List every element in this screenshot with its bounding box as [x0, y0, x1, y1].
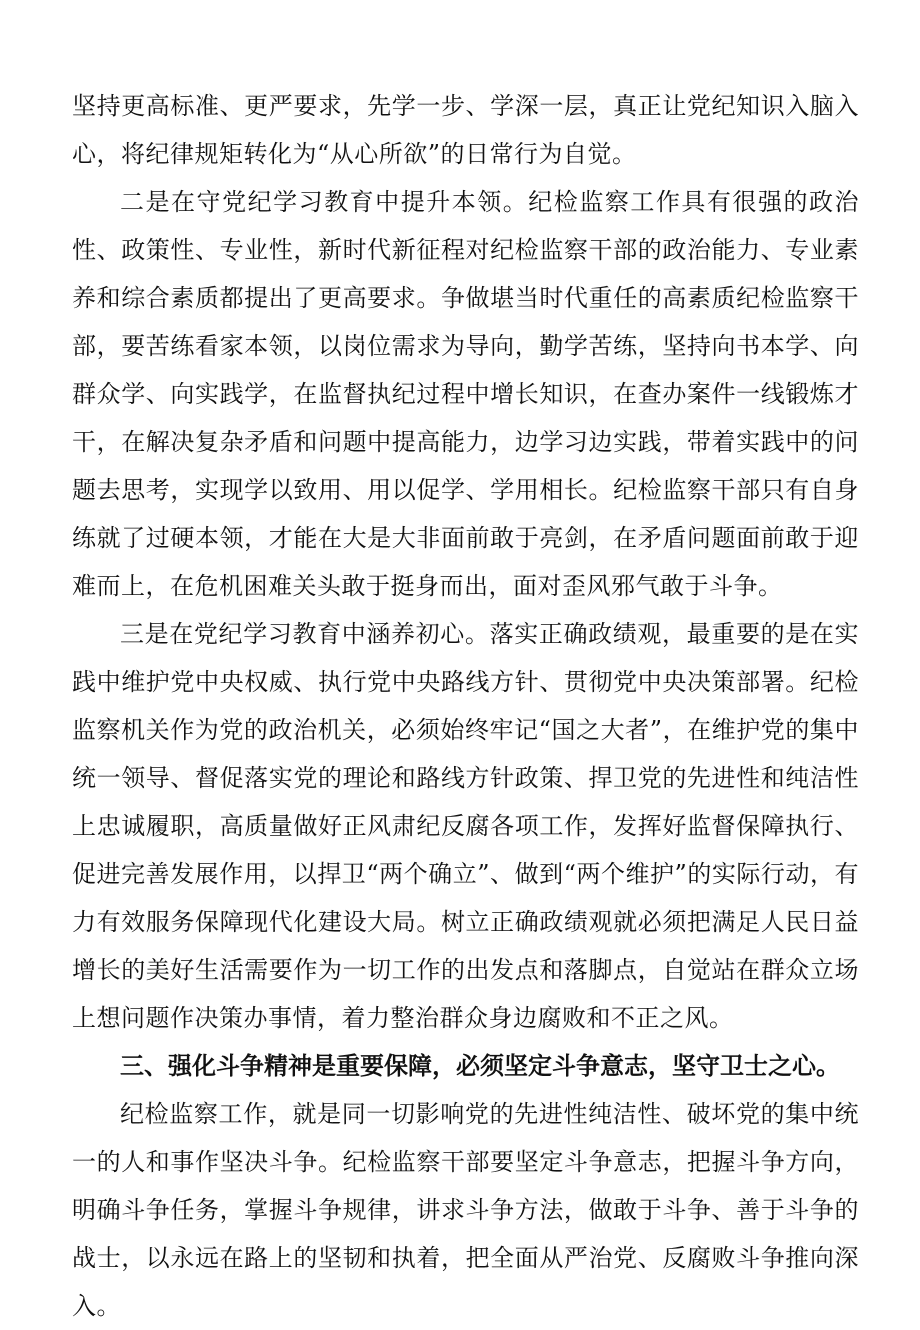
- paragraph-improve-skills: 二是在守党纪学习教育中提升本领。纪检监察工作具有很强的政治性、政策性、专业性，新时代新征程对纪检监察干部的政治能力、专业素养和综合素质都提出了更高要求。争做堪当时代重任的高素质纪检监察干部，要苦练看家本领，以岗位需求为导向，勤学苦练，坚持向书本学、向群众学、向实践学，在监督执纪过程中增长知识，在查办案件一线锻炼才干，在解决复杂矛盾和问题中提高能力，边学习边实践，带着实践中的问题去思考，实现学以致用、用以促学、学用相长。纪检监察干部只有自身练就了过硬本领，才能在大是大非面前敢于亮剑，在矛盾问题面前敢于迎难而上，在危机困难关头敢于挺身而出，面对歪风邪气敢于斗争。: [72, 188, 859, 600]
- document-page: [72, 82, 859, 1330]
- paragraph-continuation: 坚持更高标准、更严要求，先学一步、学深一层，真正让党纪知识入脑入心，将纪律规矩转化为“从心所欲”的日常行为自觉。: [72, 92, 859, 168]
- paragraph-cultivate-original-aspiration: 三是在党纪学习教育中涵养初心。落实正确政绩观，最重要的是在实践中维护党中央权威、执行党中央路线方针、贯彻党中央决策部署。纪检监察机关作为党的政治机关，必须始终牢记“国之大者”，在维护党的集中统一领导、督促落实党的理论和路线方针政策、捍卫党的先进性和纯洁性上忠诚履职，高质量做好正风肃纪反腐各项工作，发挥好监督保障执行、促进完善发展作用，以捍卫“两个确立”、做到“两个维护”的实际行动，有力有效服务保障现代化建设大局。树立正确政绩观就必须把满足人民日益增长的美好生活需要作为一切工作的出发点和落脚点，自觉站在群众立场上想问题作决策办事情，着力整治群众身边腐败和不正之风。: [72, 620, 859, 1032]
- section-heading-three: 三、强化斗争精神是重要保障，必须坚定斗争意志，坚守卫士之心。: [120, 1052, 840, 1080]
- paragraph-struggle-spirit: 纪检监察工作，就是同一切影响党的先进性纯洁性、破坏党的集中统一的人和事作坚决斗争。纪检监察干部要坚定斗争意志，把握斗争方向，明确斗争任务，掌握斗争规律，讲求斗争方法，做敢于斗争、善于斗争的战士，以永远在路上的坚韧和执着，把全面从严治党、反腐败斗争推向深入。: [72, 1100, 859, 1320]
